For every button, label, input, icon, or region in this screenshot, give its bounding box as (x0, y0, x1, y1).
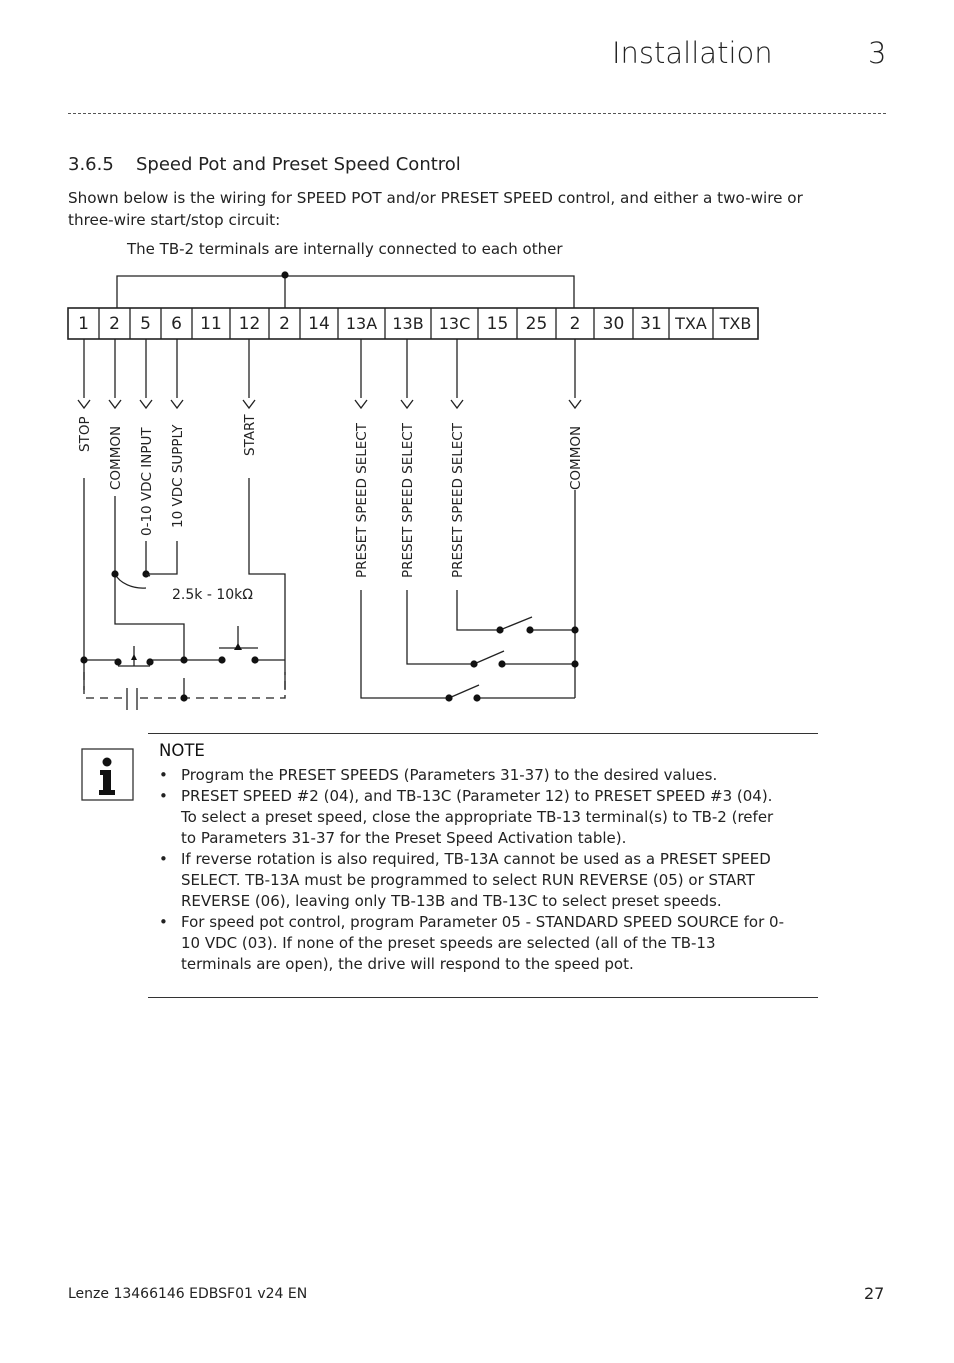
note-bottom-rule (148, 997, 818, 998)
terminal-label: TXB (719, 314, 752, 333)
label-preset-speed-select-2: PRESET SPEED SELECT (400, 423, 416, 578)
info-icon (81, 748, 135, 802)
terminal-label: 12 (238, 314, 261, 334)
label-common-1: COMMON (108, 425, 124, 490)
terminal-strip (68, 308, 758, 339)
note-item: • PRESET SPEED #2 (04), and TB-13C (Parameter 12) to PRESET SPEED #3 (04). To select a preset speed, close the appropriate TB-13 terminal(s) to TB-2 (refer to Parameters 31-37 for the Preset Speed Activation table). (159, 786, 784, 849)
terminal-label: 5 (140, 314, 151, 334)
label-common-2: COMMON (568, 425, 584, 490)
label-start: START (242, 414, 258, 456)
diagram-caption: The TB-2 terminals are internally connected to each other (127, 240, 563, 258)
note-item: • For speed pot control, program Parameter 05 - STANDARD SPEED SOURCE for 0-10 VDC (03). If none of the preset speeds are selected (all of the TB-13 terminals are open), the drive will respond to the speed pot. (159, 912, 784, 975)
page-number: 27 (864, 1284, 885, 1303)
label-preset-speed-select-1: PRESET SPEED SELECT (354, 423, 370, 578)
terminal-label: 15 (486, 314, 509, 334)
junction-dots (80, 570, 578, 701)
note-heading: NOTE (159, 741, 205, 760)
label-0-10-vdc-input: 0-10 VDC INPUT (139, 427, 155, 536)
note-top-rule (148, 733, 818, 734)
chapter-number: 3 (868, 36, 887, 70)
terminal-label: 13C (438, 314, 471, 333)
terminal-label: 31 (640, 314, 662, 334)
junction-dot (281, 271, 288, 278)
section-number: 3.6.5 (68, 154, 114, 175)
intro-paragraph: Shown below is the wiring for SPEED POT and/or PRESET SPEED control, and either a two-wire or three-wire start/stop circuit: (68, 189, 803, 229)
label-10-vdc-supply: 10 VDC SUPPLY (170, 424, 186, 528)
terminal-label: 11 (200, 314, 222, 334)
terminal-label: 2 (569, 314, 581, 334)
pot-range-label: 2.5k - 10kΩ (172, 587, 253, 603)
label-preset-speed-select-3: PRESET SPEED SELECT (450, 423, 466, 578)
note-item: • If reverse rotation is also required, TB-13A cannot be used as a PRESET SPEED SELECT. TB-13A must be programmed to select RUN REVERSE (05) or START REVERSE (06), leaving only TB-13B and TB-13C to select preset speeds. (159, 849, 784, 912)
terminal-label: 25 (525, 314, 548, 334)
terminal-label: 13A (345, 314, 378, 333)
terminal-label: TXA (675, 314, 707, 333)
terminal-label: 30 (602, 314, 625, 334)
note-item: • Program the PRESET SPEEDS (Parameters 31-37) to the desired values. (159, 765, 784, 786)
terminal-label: 1 (78, 314, 89, 334)
terminal-label: 13B (392, 314, 424, 333)
page-header-title: Installation (612, 36, 773, 70)
footer-doc-id: Lenze 13466146 EDBSF01 v24 EN (68, 1286, 308, 1302)
terminal-label: 2 (279, 314, 290, 334)
terminal-label: 14 (308, 314, 330, 334)
terminal-label: 6 (171, 314, 182, 334)
section-title: Speed Pot and Preset Speed Control (136, 154, 461, 175)
note-list (159, 765, 784, 975)
label-stop: STOP (77, 416, 93, 452)
terminal-label: 2 (109, 314, 120, 334)
